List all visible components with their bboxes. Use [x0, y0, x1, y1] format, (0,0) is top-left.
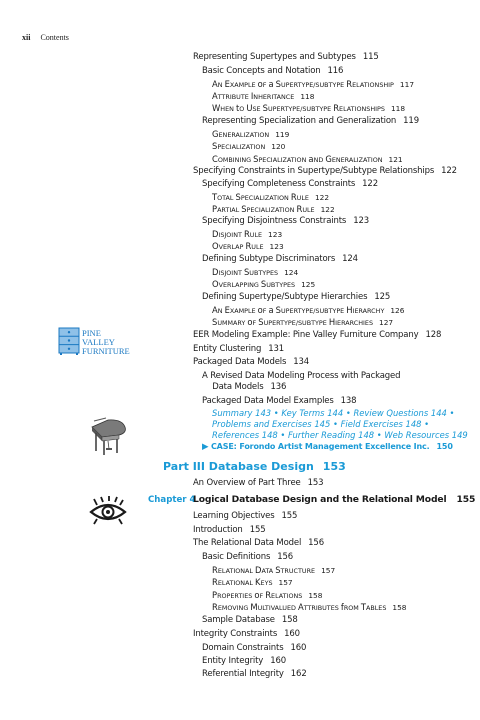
toc-entry[interactable]: Data Models 136 — [202, 382, 287, 392]
toc-entry[interactable]: The Relational Data Model 156 — [193, 538, 324, 548]
case-entry[interactable]: ▶ CASE: Forondo Artist Management Excellence Inc. 150 — [202, 442, 453, 452]
running-header — [22, 33, 69, 42]
toc-entry[interactable]: Defining Subtype Discriminators 124 — [202, 254, 358, 264]
toc-entry[interactable]: Integrity Constraints 160 — [193, 629, 300, 639]
review-line: Summary 143 • Key Terms 144 • Review Questions 144 • — [212, 408, 455, 418]
toc-entry[interactable]: RELATIONAL KEYS 157 — [212, 577, 293, 587]
part-heading[interactable]: Part III Database Design 153 — [163, 460, 346, 473]
toc-entry[interactable]: Representing Specialization and Generalization 119 — [202, 116, 419, 126]
chapter-label: Chapter 4 — [148, 495, 196, 505]
logo-line: PINE — [82, 328, 101, 338]
toc-entry[interactable]: Specifying Completeness Constraints 122 — [202, 179, 378, 189]
toc-entry[interactable]: Introduction 155 — [193, 525, 266, 535]
logo-line: VALLEY — [82, 337, 115, 347]
toc-entry[interactable]: EER Modeling Example: Pine Valley Furniture Company 128 — [193, 330, 442, 340]
toc-entry[interactable]: GENERALIZATION 119 — [212, 129, 290, 139]
toc-entry[interactable]: PROPERTIES oF RELATIONS 158 — [212, 590, 323, 600]
toc-entry[interactable]: REMOVING MULTIVALUED ATTRIBUTES fROM TABLES 158 — [212, 602, 407, 612]
toc-entry[interactable]: SUMMARY oF SUPERTYPE/SUBTYPE HIERARCHIES 127 — [212, 317, 394, 327]
toc-entry[interactable]: TOTAL SPECIALIZATION RULE 122 — [212, 192, 330, 202]
toc-entry[interactable]: ATTRIBUTE INHERITANCE 118 — [212, 91, 315, 101]
toc-entry[interactable]: Sample Database 158 — [202, 615, 298, 625]
toc-entry[interactable]: Packaged Data Model Examples 138 — [202, 396, 357, 406]
toc-entry[interactable]: Learning Objectives 155 — [193, 511, 298, 521]
toc-entry[interactable]: AN EXAMPLE oF a SUPERTYPE/SUBTYPE HIERARCHY 126 — [212, 305, 405, 315]
pine-valley-logo-text — [82, 329, 130, 356]
review-line: Problems and Exercises 145 • Field Exercises 148 • — [212, 419, 430, 429]
toc-entry[interactable]: AN EXAMPLE oF a SUPERTYPE/SUBTYPE RELATIONSHIP 117 — [212, 79, 415, 89]
toc-entry[interactable]: SPECIALIZATION 120 — [212, 141, 286, 151]
eye-icon — [88, 496, 128, 528]
toc-entry[interactable]: Representing Supertypes and Subtypes 115 — [193, 52, 379, 62]
toc-entry[interactable]: DISJOINT RULE 123 — [212, 229, 283, 239]
pine-valley-cabinet-icon — [58, 327, 80, 355]
toc-entry[interactable]: Basic Definitions 156 — [202, 552, 294, 562]
toc-entry[interactable]: OVERLAP RULE 123 — [212, 241, 284, 251]
toc-entry[interactable]: Defining Supertype/Subtype Hierarchies 125 — [202, 292, 391, 302]
toc-entry[interactable]: Packaged Data Models 134 — [193, 357, 310, 367]
toc-entry[interactable]: Referential Integrity 162 — [202, 669, 307, 679]
toc-entry[interactable]: COMBINING SPECIALIZATION aND GENERALIZATION 121 — [212, 154, 403, 164]
toc-entry[interactable]: PARTIAL SPECIALIZATION RULE 122 — [212, 204, 335, 214]
toc-entry[interactable]: OVERLAPPING SUBTYPES 125 — [212, 279, 316, 289]
page-number: xii — [22, 33, 31, 42]
toc-entry[interactable]: An Overview of Part Three 153 — [193, 478, 324, 488]
toc-entry[interactable]: Specifying Disjointness Constraints 123 — [202, 216, 369, 226]
review-line: References 148 • Further Reading 148 • Web Resources 149 — [212, 430, 468, 440]
chapter-title[interactable]: Logical Database Design and the Relational Model 155 — [193, 494, 476, 505]
grand-piano-icon — [88, 417, 130, 457]
case-marker-icon: ▶ — [202, 442, 209, 452]
toc-entry[interactable]: DISJOINT SUBTYPES 124 — [212, 267, 299, 277]
toc-entry[interactable]: Entity Clustering 131 — [193, 344, 285, 354]
logo-line: FURNITURE — [82, 346, 130, 356]
toc-entry[interactable]: Entity Integrity 160 — [202, 656, 286, 666]
running-title: Contents — [40, 33, 69, 42]
toc-entry[interactable]: Domain Constraints 160 — [202, 643, 307, 653]
toc-entry[interactable]: A Revised Data Modeling Process with Packaged — [202, 371, 401, 381]
toc-entry[interactable]: WHEN tO USE SUPERTYPE/SUBTYPE RELATIONSHIPS 118 — [212, 103, 406, 113]
toc-entry[interactable]: RELATIONAL DATA STRUCTURE 157 — [212, 565, 336, 575]
toc-entry[interactable]: Basic Concepts and Notation 116 — [202, 66, 344, 76]
toc-entry[interactable]: Specifying Constraints in Supertype/Subtype Relationships 122 — [193, 166, 457, 176]
